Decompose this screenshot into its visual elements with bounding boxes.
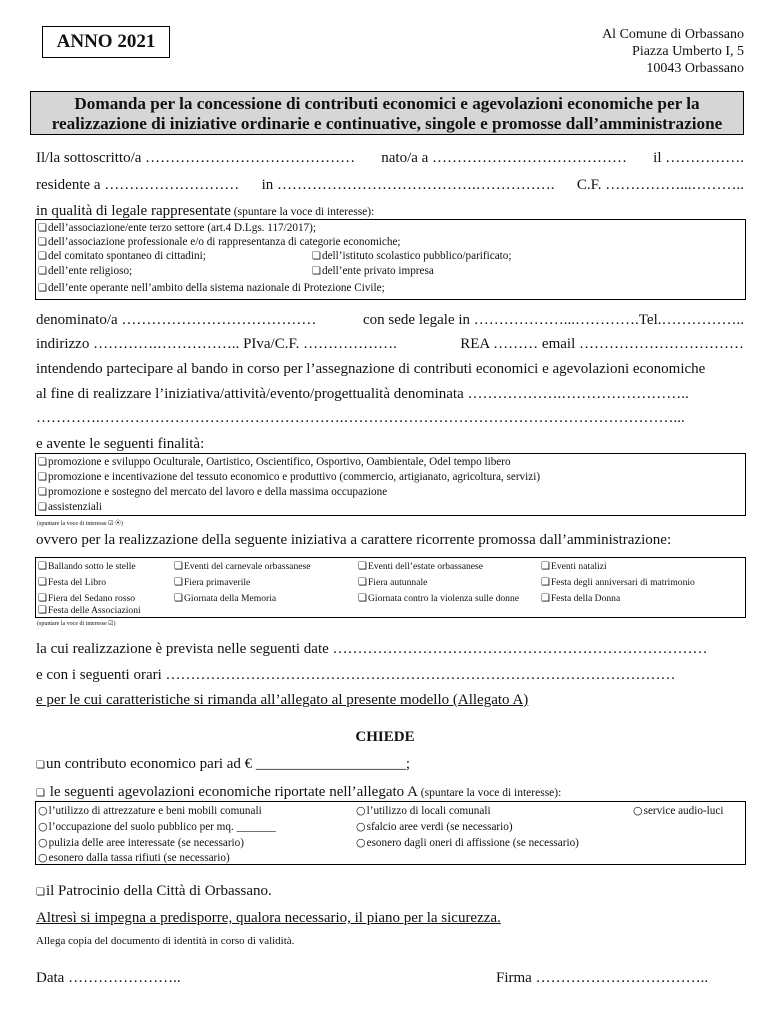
applicant-line-2 [36,177,744,194]
benefits-note: (spuntare la voce di interesse): [417,787,562,799]
role-option-religious-entity[interactable]: ❏ dell’ente religioso; [38,265,132,278]
year-label: ANNO 2021 [42,26,170,58]
purposes-note: (spuntare la voce di interesse ☑ ⦿) [37,521,124,527]
recurring-giornata-memoria[interactable]: ❏ Giornata della Memoria [174,593,276,604]
role-option-school[interactable]: ❏ dell’istituto scolastico pubblico/parificato; [312,250,512,263]
recurring-festa-donna[interactable]: ❏ Festa della Donna [541,593,620,604]
address-line: Piazza Umberto I, 5 [632,44,744,59]
purposes-label: e avente le seguenti finalità: [36,436,205,452]
request-contribution[interactable]: ❏ un contributo economico pari ad € ____________________; [36,756,410,773]
benefit-public-land[interactable]: ○ l’occupazione del suolo pubblico per mq. _______ [38,820,276,834]
form-title [30,91,744,135]
purpose-economic[interactable]: ❏ promozione e incentivazione del tessuto economico e produttivo (commercio, artigianato, agricoltura, servizi) [38,471,540,484]
recurring-carnevale[interactable]: ❏ Eventi del carnevale orbassanese [174,561,311,572]
birthplace-field[interactable]: nato/a a ………………………………… [381,150,628,166]
purpose-employment[interactable]: ❏ promozione e sostegno del mercato del lavoro e della massima occupazione [38,486,387,499]
purpose-promotion-culture[interactable]: ❏ promozione e sviluppo Oculturale, Oartistico, Oscientifico, Osportivo, Oambientale, Odel tempo libero [38,456,511,469]
recurring-fiera-autunnale[interactable]: ❏ Fiera autunnale [358,577,427,588]
entity-line-2 [36,336,744,353]
recurring-estate[interactable]: ❏ Eventi dell’estate orbassanese [358,561,483,572]
entity-rea-email-field[interactable]: REA ……… email …………………………… [460,336,744,352]
entity-name-field[interactable]: denominato/a ………………………………… [36,312,317,328]
hours-field[interactable]: e con i seguenti orari ………………………………………………………………………………………… [36,667,676,683]
benefit-mowing[interactable]: ○ sfalcio aree verdi (se necessario) [356,820,513,834]
benefit-premises[interactable]: ○ l’utilizzo di locali comunali [356,804,491,818]
recurring-anniversari[interactable]: ❏ Festa degli anniversari di matrimonio [541,577,695,588]
role-label-text: in qualità di legale rappresentate [36,203,231,219]
benefit-equipment[interactable]: ○ l’utilizzo di attrezzature e beni mobili comunali [38,804,262,818]
safety-commitment: Altresì si impegna a predisporre, qualora necessario, il piano per la sicurezza. [36,910,501,926]
request-heading: CHIEDE [355,729,415,745]
recurring-fiera-primaverile[interactable]: ❏ Fiera primaverile [174,577,250,588]
applicant-name-field[interactable]: Il/la sottoscritto/a …………………………………… [36,150,356,166]
address-line: Al Comune di Orbassano [602,27,744,42]
address-line: 10043 Orbassano [646,61,744,76]
recurring-natalizi[interactable]: ❏ Eventi natalizi [541,561,607,572]
attachment-reference: e per le cui caratteristiche si rimanda all’allegato al presente modello (Allegato A) [36,692,529,708]
signature-field[interactable]: Firma …………………………….. [496,970,709,986]
benefit-cleaning[interactable]: ○ pulizia delle aree interessate (se necessario) [38,836,244,850]
initiative-name-continued[interactable]: ………….………………………………………….…………………………………………………………... [36,410,685,426]
address-field[interactable]: in ………………………………….……………. [261,177,555,193]
benefits-label: le seguenti agevolazioni economiche riportate nell’allegato A [49,784,418,800]
recurring-violenza-donne[interactable]: ❏ Giornata contro la violenza sulle donne [358,593,519,604]
benefit-waste-tax-exemption[interactable]: ○ esonero dalla tassa rifiuti (se necessario) [38,851,230,865]
request-patronage[interactable]: ❏ il Patrocinio della Città di Orbassano. [36,883,272,900]
recurring-note: (spuntare la voce di interesse ☑) [37,621,116,627]
purpose-assistance[interactable]: ❏ assistenziali [38,501,102,514]
benefit-posting-exemption[interactable]: ○ esonero dagli oneri di affissione (se necessario) [356,836,579,850]
benefits-box [35,801,746,865]
residence-field[interactable]: residente a ……………………… [36,177,240,193]
role-option-citizen-committee[interactable]: ❏ del comitato spontaneo di cittadini; [38,250,206,263]
id-attachment-note: Allega copia del documento di identità in corso di validità. [36,935,295,947]
birthdate-field[interactable]: il ……………. [653,150,744,166]
recurring-box [35,557,746,618]
recurring-ballando[interactable]: ❏ Ballando sotto le stelle [38,561,136,572]
initiative-name-field[interactable]: al fine di realizzare l’iniziativa/attività/evento/progettualità denominata ……………….…………………….. [36,386,689,402]
form-title-line: realizzazione di iniziative ordinarie e continuative, singole e promosse dall’amministrazione [51,114,723,133]
role-option-professional-association[interactable]: ❏ dell’associazione professionale e/o di rappresentanza di categorie economiche; [38,236,401,249]
recurring-festa-associazioni[interactable]: ❏ Festa delle Associazioni [38,605,141,616]
role-label [36,203,374,220]
participation-statement: intendendo partecipare al bando in corso per l’assegnazione di contributi economici e agevolazioni economiche [36,361,706,377]
benefit-audio-lights[interactable]: ○ service audio-luci [633,804,723,818]
request-benefits[interactable] [36,784,561,801]
purposes-box [35,453,746,516]
role-option-private-company[interactable]: ❏ dell’ente privato impresa [312,265,434,278]
entity-address-vat-field[interactable]: indirizzo ………….…………….. PIva/C.F. ………………. [36,336,397,352]
recurring-sedano-rosso[interactable]: ❏ Fiera del Sedano rosso [38,593,135,604]
tax-code-field[interactable]: C.F. ……………...……….. [576,177,744,193]
entity-seat-phone-field[interactable]: con sede legale in ………………...………….Tel.…………….. [363,312,744,328]
recipient-address [602,26,744,77]
form-title-line: Domanda per la concessione di contributi economici e agevolazioni economiche per la [74,94,700,113]
role-options-box [35,219,746,300]
role-note: (spuntare la voce di interesse): [230,206,375,218]
role-option-civil-protection[interactable]: ❏ dell’ente operante nell’ambito della sistema nazionale di Protezione Civile; [38,282,385,295]
recurring-festa-libro[interactable]: ❏ Festa del Libro [38,577,106,588]
recurring-label: ovvero per la realizzazione della seguente iniziativa a carattere ricorrente promossa dall’amministrazione: [36,532,672,548]
applicant-line-1 [36,150,744,167]
date-field[interactable]: Data ………………….. [36,970,181,986]
dates-field[interactable]: la cui realizzazione è prevista nelle seguenti date ………………………………………………………………… [36,641,708,657]
role-option-third-sector[interactable]: ❏ dell’associazione/ente terzo settore (art.4 D.Lgs. 117/2017); [38,222,316,235]
entity-line-1 [36,312,744,329]
